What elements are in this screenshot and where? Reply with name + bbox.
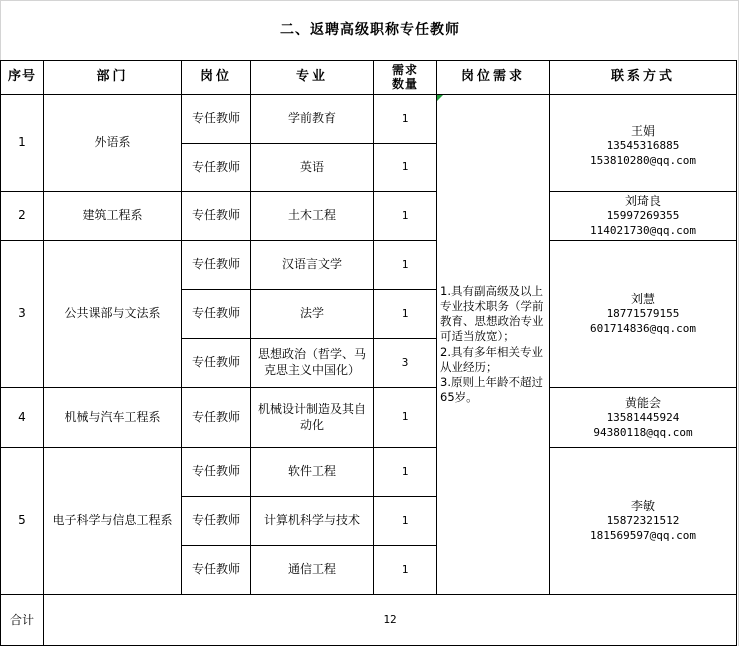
header-seq: 序号 bbox=[7, 69, 36, 85]
contact-phone: 15872321512 bbox=[606, 514, 680, 528]
contact-email: 94380118@qq.com bbox=[593, 425, 693, 439]
cell-count: 3 bbox=[401, 355, 409, 369]
cell-seq-4: 4 bbox=[18, 409, 26, 424]
cell-seq-3: 3 bbox=[18, 306, 26, 321]
cell-count: 1 bbox=[401, 464, 409, 478]
total-value: 12 bbox=[383, 613, 397, 627]
cell-dept-5: 电子科学与信息工程系 bbox=[52, 513, 173, 528]
contact-name: 黄能会 bbox=[624, 395, 661, 410]
cell-dept-3: 公共课部与文法系 bbox=[64, 306, 161, 321]
contact-name: 王娟 bbox=[630, 124, 655, 139]
header-dept: 部门 bbox=[96, 69, 129, 85]
cell-post: 专任教师 bbox=[191, 208, 240, 223]
contact-phone: 15997269355 bbox=[606, 209, 680, 223]
cell-seq-1: 1 bbox=[18, 135, 26, 150]
cell-contact-2 bbox=[550, 192, 736, 240]
cell-major: 法学 bbox=[299, 306, 324, 321]
header-count-line2: 数量 bbox=[391, 76, 418, 91]
header-requirement: 岗位需求 bbox=[460, 69, 525, 85]
cell-post: 专任教师 bbox=[191, 513, 240, 528]
cell-major: 学前教育 bbox=[287, 111, 336, 126]
cell-requirement: 1.具有副高级及以上专业技术职务（学前教育、思想政治专业可适当放宽）； 2.具有多年相关专业从业经历； 3.原则上年龄不超过65岁。 bbox=[440, 283, 544, 405]
cell-seq-5: 5 bbox=[18, 513, 26, 528]
header-contact: 联系方式 bbox=[610, 69, 675, 85]
contact-email: 601714836@qq.com bbox=[590, 322, 696, 336]
cell-post: 专任教师 bbox=[191, 306, 240, 321]
cell-dept-1: 外语系 bbox=[94, 135, 131, 150]
cell-contact-5 bbox=[550, 448, 736, 594]
header-count bbox=[374, 61, 436, 94]
cell-post: 专任教师 bbox=[191, 355, 240, 370]
contact-phone: 18771579155 bbox=[606, 307, 680, 321]
cell-major: 汉语言文学 bbox=[281, 257, 342, 272]
cell-count: 1 bbox=[401, 410, 409, 424]
contact-email: 153810280@qq.com bbox=[590, 154, 696, 168]
cell-post: 专任教师 bbox=[191, 159, 240, 174]
contact-name: 刘慧 bbox=[630, 292, 655, 307]
cell-major: 英语 bbox=[299, 159, 324, 174]
cell-post: 专任教师 bbox=[191, 409, 240, 424]
contact-name: 李敏 bbox=[630, 499, 655, 514]
cell-count: 1 bbox=[401, 257, 409, 271]
contact-name: 刘琦良 bbox=[624, 194, 661, 209]
header-count-line1: 需求 bbox=[391, 62, 418, 77]
header-major: 专业 bbox=[295, 69, 328, 85]
cell-major: 机械设计制造及其自动化 bbox=[257, 401, 366, 432]
total-label: 合计 bbox=[9, 612, 34, 627]
contact-phone: 13545316885 bbox=[606, 139, 680, 153]
cell-major: 思想政治（哲学、马克思主义中国化） bbox=[257, 347, 366, 377]
cell-count: 1 bbox=[401, 306, 409, 320]
cell-count: 1 bbox=[401, 208, 409, 222]
cell-count: 1 bbox=[401, 562, 409, 576]
cell-post: 专任教师 bbox=[191, 562, 240, 577]
cell-major: 软件工程 bbox=[287, 464, 336, 479]
cell-post: 专任教师 bbox=[191, 257, 240, 272]
cell-contact-3 bbox=[550, 241, 736, 387]
cell-count: 1 bbox=[401, 111, 409, 125]
cell-major: 土木工程 bbox=[287, 208, 336, 223]
contact-phone: 13581445924 bbox=[606, 410, 680, 424]
cell-post: 专任教师 bbox=[191, 111, 240, 126]
cell-contact-1 bbox=[550, 95, 736, 191]
cell-post: 专任教师 bbox=[191, 464, 240, 479]
header-post: 岗位 bbox=[199, 69, 232, 85]
cell-major: 计算机科学与技术 bbox=[263, 513, 360, 528]
contact-email: 114021730@qq.com bbox=[590, 224, 696, 238]
cell-contact-4 bbox=[550, 388, 736, 447]
cell-seq-2: 2 bbox=[18, 208, 26, 223]
table-title: 二、返聘高级职称专任教师 bbox=[280, 22, 460, 39]
comment-marker bbox=[437, 95, 443, 101]
cell-dept-2: 建筑工程系 bbox=[82, 208, 143, 223]
cell-major: 通信工程 bbox=[287, 562, 336, 577]
cell-count: 1 bbox=[401, 160, 409, 174]
cell-count: 1 bbox=[401, 513, 409, 527]
contact-email: 181569597@qq.com bbox=[590, 529, 696, 543]
cell-dept-4: 机械与汽车工程系 bbox=[64, 409, 161, 424]
